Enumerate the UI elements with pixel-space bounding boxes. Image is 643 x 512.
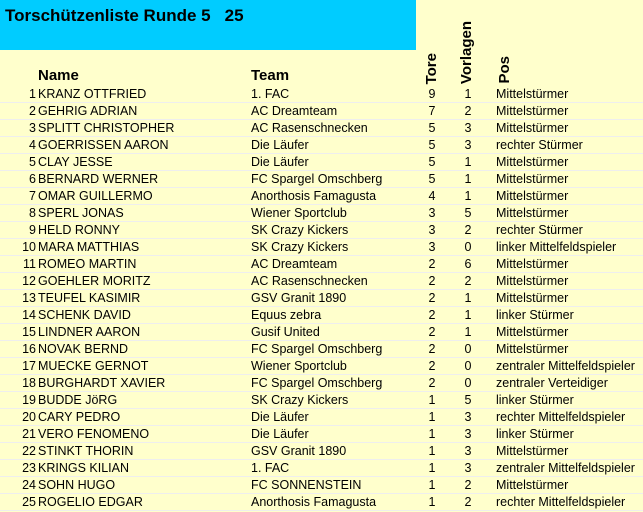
position-cell: Mittelstürmer	[496, 274, 569, 288]
team-cell: AC Dreamteam	[251, 257, 338, 271]
position-cell: Mittelstürmer	[496, 444, 569, 458]
column-header-team: Team	[251, 67, 290, 84]
position-cell: Mittelstürmer	[496, 478, 569, 492]
player-name-cell: CLAY JESSE	[38, 155, 113, 169]
table-row	[0, 103, 643, 120]
goals-cell: 3	[428, 206, 436, 220]
position-cell: rechter Stürmer	[496, 138, 583, 152]
position-cell: Mittelstürmer	[496, 257, 569, 271]
assists-cell: 1	[464, 325, 472, 339]
table-row	[0, 426, 643, 443]
position-cell: rechter Mittelfeldspieler	[496, 410, 626, 424]
team-cell: Equus zebra	[251, 308, 322, 322]
player-name-cell: MUECKE GERNOT	[38, 359, 149, 373]
position-cell: rechter Stürmer	[496, 223, 583, 237]
position-cell: linker Stürmer	[496, 393, 574, 407]
rank-cell: 8	[29, 206, 36, 220]
player-name-cell: CARY PEDRO	[38, 410, 121, 424]
team-cell: AC Dreamteam	[251, 104, 338, 118]
table-row	[0, 222, 643, 239]
table-row	[0, 358, 643, 375]
player-name-cell: GEHRIG ADRIAN	[38, 104, 138, 118]
team-cell: AC Rasenschnecken	[251, 121, 368, 135]
rank-cell: 22	[22, 444, 36, 458]
goals-cell: 2	[428, 376, 436, 390]
rank-cell: 20	[22, 410, 36, 424]
team-cell: SK Crazy Kickers	[251, 223, 349, 237]
assists-cell: 1	[464, 87, 472, 101]
goals-cell: 1	[428, 393, 436, 407]
table-row	[0, 392, 643, 409]
goals-cell: 1	[428, 478, 436, 492]
player-name-cell: MARA MATTHIAS	[38, 240, 140, 254]
round-number: 25	[224, 6, 244, 25]
assists-cell: 6	[464, 257, 472, 271]
goals-cell: 2	[428, 257, 436, 271]
goals-cell: 5	[428, 172, 436, 186]
assists-cell: 2	[464, 274, 472, 288]
goals-cell: 2	[428, 342, 436, 356]
rank-cell: 25	[22, 495, 36, 509]
player-name-cell: SCHENK DAVID	[38, 308, 131, 322]
position-cell: Mittelstürmer	[496, 104, 569, 118]
position-cell: Mittelstürmer	[496, 189, 569, 203]
player-name-cell: TEUFEL KASIMIR	[38, 291, 141, 305]
goals-cell: 2	[428, 325, 436, 339]
player-name-cell: KRANZ OTTFRIED	[38, 87, 147, 101]
player-name-cell: HELD RONNY	[38, 223, 120, 237]
rank-cell: 1	[29, 87, 36, 101]
team-cell: Die Läufer	[251, 155, 309, 169]
rank-cell: 19	[22, 393, 36, 407]
team-cell: Gusif United	[251, 325, 320, 339]
goals-cell: 1	[428, 410, 436, 424]
rank-cell: 12	[22, 274, 36, 288]
rank-cell: 24	[22, 478, 36, 492]
player-name-cell: BURGHARDT XAVIER	[38, 376, 166, 390]
assists-cell: 3	[464, 444, 472, 458]
rank-cell: 18	[22, 376, 36, 390]
rank-cell: 21	[22, 427, 36, 441]
goals-cell: 7	[428, 104, 436, 118]
position-cell: Mittelstürmer	[496, 325, 569, 339]
rank-cell: 23	[22, 461, 36, 475]
rank-cell: 5	[29, 155, 36, 169]
assists-cell: 1	[464, 172, 472, 186]
table-row	[0, 409, 643, 426]
title-banner	[0, 0, 416, 50]
column-header-pos: Pos	[496, 56, 513, 84]
assists-cell: 2	[464, 104, 472, 118]
table-row	[0, 171, 643, 188]
assists-cell: 3	[464, 138, 472, 152]
table-row	[0, 307, 643, 324]
rank-cell: 17	[22, 359, 36, 373]
table-row	[0, 137, 643, 154]
player-name-cell: NOVAK BERND	[38, 342, 129, 356]
column-header-vorlagen: Vorlagen	[458, 20, 475, 84]
player-name-cell: GOEHLER MORITZ	[38, 274, 151, 288]
goals-cell: 2	[428, 308, 436, 322]
goals-cell: 5	[428, 121, 436, 135]
team-cell: FC SONNENSTEIN	[251, 478, 362, 492]
team-cell: Die Läufer	[251, 427, 309, 441]
assists-cell: 0	[464, 376, 472, 390]
player-name-cell: VERO FENOMENO	[38, 427, 150, 441]
assists-cell: 3	[464, 410, 472, 424]
team-cell: Die Läufer	[251, 410, 309, 424]
player-name-cell: LINDNER AARON	[38, 325, 141, 339]
assists-cell: 0	[464, 359, 472, 373]
team-cell: AC Rasenschnecken	[251, 274, 368, 288]
assists-cell: 2	[464, 478, 472, 492]
assists-cell: 2	[464, 495, 472, 509]
assists-cell: 3	[464, 461, 472, 475]
team-cell: 1. FAC	[251, 87, 290, 101]
team-cell: 1. FAC	[251, 461, 290, 475]
player-name-cell: ROGELIO EDGAR	[38, 495, 143, 509]
rank-cell: 10	[22, 240, 36, 254]
rank-cell: 3	[29, 121, 36, 135]
player-name-cell: KRINGS KILIAN	[38, 461, 129, 475]
assists-cell: 1	[464, 308, 472, 322]
table-row	[0, 324, 643, 341]
position-cell: zentraler Verteidiger	[496, 376, 608, 390]
goals-cell: 2	[428, 291, 436, 305]
rank-cell: 4	[29, 138, 36, 152]
position-cell: Mittelstürmer	[496, 121, 569, 135]
team-cell: Anorthosis Famagusta	[251, 495, 377, 509]
table-row	[0, 188, 643, 205]
position-cell: Mittelstürmer	[496, 155, 569, 169]
player-name-cell: GOERRISSEN AARON	[38, 138, 169, 152]
assists-cell: 5	[464, 393, 472, 407]
goals-cell: 1	[428, 461, 436, 475]
table-row	[0, 460, 643, 477]
table-row	[0, 273, 643, 290]
assists-cell: 1	[464, 291, 472, 305]
page-title	[5, 6, 244, 26]
rank-cell: 11	[23, 257, 36, 271]
rank-cell: 9	[29, 223, 36, 237]
table-row	[0, 154, 643, 171]
scorer-table	[0, 86, 643, 511]
player-name-cell: OMAR GUILLERMO	[38, 189, 153, 203]
table-row	[0, 494, 643, 511]
assists-cell: 3	[464, 427, 472, 441]
assists-cell: 3	[464, 121, 472, 135]
column-header-name: Name	[38, 67, 79, 84]
goals-cell: 3	[428, 223, 436, 237]
team-cell: FC Spargel Omschberg	[251, 376, 383, 390]
goals-cell: 9	[428, 87, 436, 101]
team-cell: FC Spargel Omschberg	[251, 172, 383, 186]
team-cell: SK Crazy Kickers	[251, 240, 349, 254]
table-row	[0, 239, 643, 256]
player-name-cell: SPERL JONAS	[38, 206, 124, 220]
goals-cell: 2	[428, 274, 436, 288]
team-cell: Anorthosis Famagusta	[251, 189, 377, 203]
position-cell: Mittelstürmer	[496, 291, 569, 305]
assists-cell: 0	[464, 240, 472, 254]
goals-cell: 2	[428, 359, 436, 373]
goals-cell: 3	[428, 240, 436, 254]
position-cell: linker Stürmer	[496, 427, 574, 441]
team-cell: Wiener Sportclub	[251, 359, 347, 373]
table-row	[0, 443, 643, 460]
player-name-cell: SPLITT CHRISTOPHER	[38, 121, 175, 135]
team-cell: Wiener Sportclub	[251, 206, 347, 220]
team-cell: Die Läufer	[251, 138, 309, 152]
table-row	[0, 86, 643, 103]
assists-cell: 2	[464, 223, 472, 237]
team-cell: GSV Granit 1890	[251, 291, 347, 305]
assists-cell: 5	[464, 206, 472, 220]
rank-cell: 15	[22, 325, 36, 339]
position-cell: Mittelstürmer	[496, 172, 569, 186]
position-cell: rechter Mittelfeldspieler	[496, 495, 626, 509]
assists-cell: 1	[464, 155, 472, 169]
column-header-tore: Tore	[423, 52, 440, 84]
table-row	[0, 341, 643, 358]
player-name-cell: STINKT THORIN	[38, 444, 134, 458]
position-cell: Mittelstürmer	[496, 342, 569, 356]
rank-cell: 14	[22, 308, 36, 322]
table-row	[0, 205, 643, 222]
team-cell: SK Crazy Kickers	[251, 393, 349, 407]
goals-cell: 4	[428, 189, 436, 203]
position-cell: Mittelstürmer	[496, 206, 569, 220]
player-name-cell: SOHN HUGO	[38, 478, 116, 492]
position-cell: zentraler Mittelfeldspieler	[496, 461, 635, 475]
team-cell: GSV Granit 1890	[251, 444, 347, 458]
goals-cell: 1	[428, 427, 436, 441]
goals-cell: 5	[428, 138, 436, 152]
position-cell: Mittelstürmer	[496, 87, 569, 101]
position-cell: linker Mittelfeldspieler	[496, 240, 617, 254]
goals-cell: 5	[428, 155, 436, 169]
table-row	[0, 375, 643, 392]
table-row	[0, 120, 643, 137]
table-row	[0, 290, 643, 307]
rank-cell: 6	[29, 172, 36, 186]
team-cell: FC Spargel Omschberg	[251, 342, 383, 356]
goals-cell: 1	[428, 444, 436, 458]
goals-cell: 1	[428, 495, 436, 509]
table-row	[0, 477, 643, 494]
table-row	[0, 256, 643, 273]
position-cell: linker Stürmer	[496, 308, 574, 322]
rank-cell: 16	[22, 342, 36, 356]
player-name-cell: ROMEO MARTIN	[38, 257, 137, 271]
rank-cell: 7	[29, 189, 36, 203]
rank-cell: 2	[29, 104, 36, 118]
assists-cell: 0	[464, 342, 472, 356]
position-cell: zentraler Mittelfeldspieler	[496, 359, 635, 373]
player-name-cell: BERNARD WERNER	[38, 172, 159, 186]
assists-cell: 1	[464, 189, 472, 203]
rank-cell: 13	[22, 291, 36, 305]
title-text: Torschützenliste Runde 5	[5, 6, 211, 25]
player-name-cell: BUDDE JöRG	[38, 393, 118, 407]
